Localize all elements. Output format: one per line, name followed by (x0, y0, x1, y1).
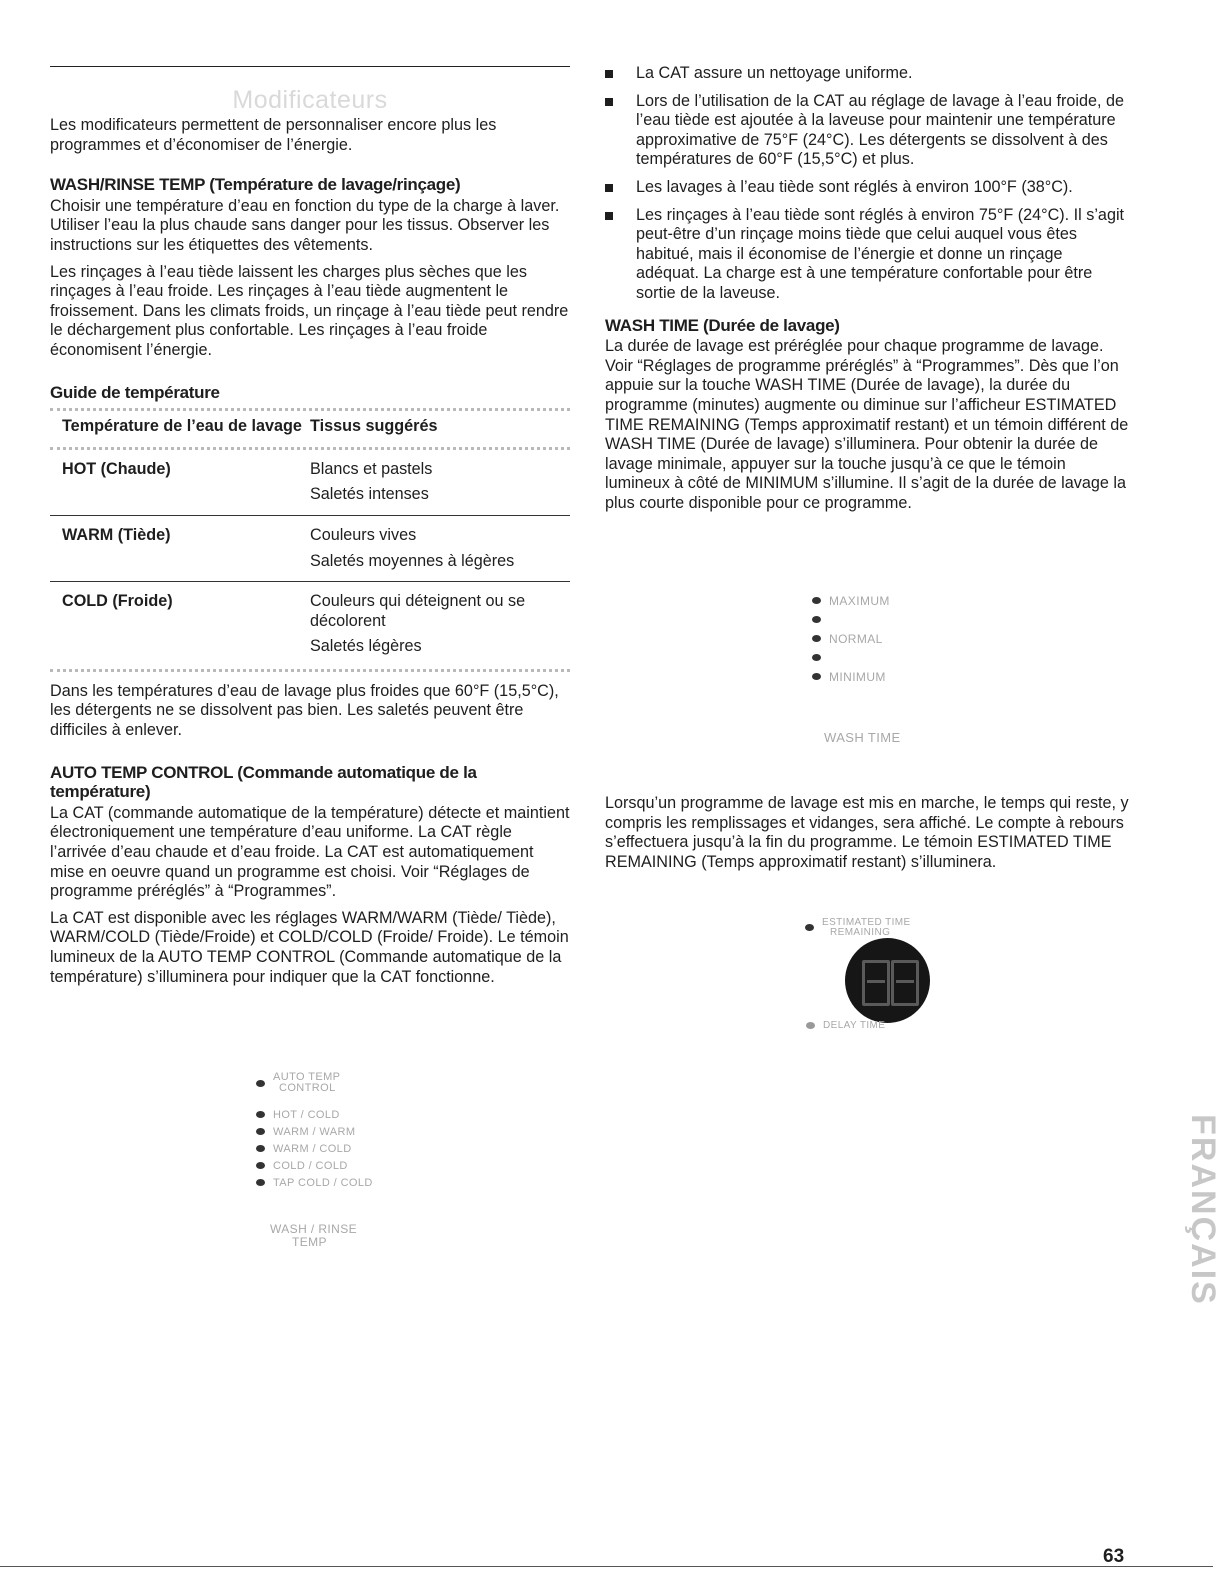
auto-temp-p1: La CAT (commande automatique de la température) détecte et maintient électroniquement une température d’eau uniforme. La CAT règle l’arrivée d’eau chaude et d’eau froide. La CAT est automatiquement mise en oeuvre quand un programme est choisi. Voir “Réglages de programme préréglés” à “Programmes”. (50, 803, 570, 901)
auto-temp-indicator (256, 1068, 416, 1098)
guide-fabric: Saletés légères (310, 637, 422, 656)
temperature-guide-table (50, 411, 570, 447)
guide-header-row (50, 411, 570, 447)
guide-fabric: Couleurs qui déteignent ou se décolorent (310, 592, 526, 630)
temperature-guide-body (50, 450, 570, 669)
time-display (845, 938, 930, 1023)
wash-time-level: NORMAL (812, 629, 952, 648)
wash-rinse-heading: WASH/RINSE TEMP (Température de lavage/rinçage) (50, 175, 461, 195)
guide-temp: COLD (Froide) (62, 592, 173, 611)
auto-temp-p2: La CAT est disponible avec les réglages WARM/WARM (Tiède/ Tiède), WARM/COLD (Tiède/Froide) et COLD/COLD (Froide/ Froide). Le témoin lumineux de la AUTO TEMP CONTROL (Commande automatique de la température) s’illuminera pour indiquer que la CAT fonctionne. (50, 908, 569, 986)
led-icon (256, 1111, 265, 1118)
button-label-2: TEMP (292, 1235, 327, 1249)
led-icon (812, 635, 821, 642)
led-icon (256, 1162, 265, 1169)
delay-time-label: DELAY TIME (823, 1020, 886, 1031)
led-icon (812, 654, 821, 661)
temp-option: WARM / COLD (256, 1140, 416, 1157)
temp-option: WARM / WARM (256, 1123, 416, 1140)
list-item: Lors de l’utilisation de la CAT au réglage de lavage à l’eau froide, de l’eau tiède est ajoutée à la laveuse pour maintenir une température approximative de 75°F (24°C). Les détergents se dissolvent à des températures de 60°F (15,5°C) et plus. (605, 92, 1130, 170)
list-item: Les lavages à l’eau tiède sont réglés à environ 100°F (38°C). (605, 178, 1130, 198)
guide-fabric: Saletés intenses (310, 485, 429, 504)
wash-time-level: MINIMUM (812, 667, 952, 686)
page-number: 63 (1103, 1546, 1125, 1567)
led-icon (256, 1128, 265, 1135)
guide-heading: Guide de température (50, 382, 220, 402)
estimated-time-label-1: ESTIMATED TIME (822, 917, 911, 928)
wash-time-level (812, 648, 952, 667)
auto-temp-heading: AUTO TEMP CONTROL (Commande automatique de la température) (50, 762, 477, 802)
guide-fabric: Saletés moyennes à légères (310, 551, 515, 570)
wash-time-panel (812, 591, 952, 745)
auto-temp-label-2: CONTROL (279, 1082, 336, 1094)
display-digit (862, 960, 890, 1006)
led-icon (812, 673, 821, 680)
bottom-rule (0, 1566, 1213, 1567)
wash-time-heading: WASH TIME (Durée de lavage) (605, 315, 840, 335)
wash-rinse-p2: Les rinçages à l’eau tiède laissent les charges plus sèches que les rinçages à l’eau froide. Les rinçages à l’eau tiède augmentent le froissement. Dans les climats froids, un rinçage à l’eau tiède peut rendre le déchargement plus confortable. Les rinçages à l’eau froide économisent l’énergie. (50, 262, 569, 359)
top-rule (50, 66, 570, 67)
remaining-time-paragraph: Lorsqu’un programme de lavage est mis en marche, le temps qui reste, y compris les remplissages et vidanges, sera affiché. Le compte à rebours s’effectuera jusqu’à la fin du programme. Le témoin ESTIMATED TIME REMAINING (Temps approximatif restant) s’illuminera. (605, 794, 1129, 871)
button-label-1: WASH / RINSE (270, 1222, 358, 1236)
temp-option: COLD / COLD (256, 1157, 416, 1174)
list-item: La CAT assure un nettoyage uniforme. (605, 64, 1130, 84)
guide-row-cold (50, 582, 570, 669)
right-column (605, 64, 1130, 520)
intro-paragraph: Les modificateurs permettent de personnaliser encore plus les programmes et d’économiser de l’énergie. (50, 116, 497, 154)
estimated-time-panel (805, 918, 945, 940)
display-digit (891, 960, 919, 1006)
wash-time-level: MAXIMUM (812, 591, 952, 610)
guide-fabric: Couleurs vives (310, 525, 417, 544)
wash-time-button[interactable]: WASH TIME (824, 730, 901, 745)
guide-temp: HOT (Chaude) (62, 459, 171, 478)
wash-time-level (812, 610, 952, 629)
led-icon (805, 924, 814, 931)
wash-time-p1: La durée de lavage est préréglée pour chaque programme de lavage. Voir “Réglages de programme préréglés” à “Programmes”. Dès que l’on appuie sur la touche WASH TIME (Durée de lavage), la durée du programme (minutes) augmente ou diminue sur l’afficheur ESTIMATED TIME REMAINING (Temps approximatif restant) et un témoin différent de WASH TIME (Durée de lavage) s’illuminera. Pour obtenir la durée de lavage minimale, appuyer sur la touche jusqu’à ce que le témoin lumineux à côté de MINIMUM s’illumine. Il s’agit de la durée de lavage la plus courte disponible pour ce programme. (605, 337, 1129, 512)
wash-rinse-temp-panel (256, 1068, 416, 1249)
wash-rinse-p1: Choisir une température d’eau en fonction du type de la charge à laver. Utiliser l’eau la plus chaude sans danger pour les tissus. Observer les instructions sur les étiquettes des vêtements. (50, 196, 560, 254)
guide-fabric: Blancs et pastels (310, 459, 433, 478)
list-item: Les rinçages à l’eau tiède sont réglés à environ 75°F (24°C). Il s’agit peut-être d’un rinçage moins tiède que celui auquel vous êtes habitué, mais il économise de l’énergie et donne un rinçage adéquat. La charge est à une température confortable pour être sortie de la laveuse. (605, 206, 1130, 304)
guide-col1-header: Température de l’eau de lavage (62, 417, 302, 436)
temp-option: HOT / COLD (256, 1106, 416, 1123)
temp-option: TAP COLD / COLD (256, 1174, 416, 1191)
left-column (50, 116, 570, 994)
guide-row-hot (50, 450, 570, 516)
estimated-time-label-2: REMAINING (830, 927, 891, 938)
led-icon (256, 1179, 265, 1186)
cat-bullet-list (605, 64, 1130, 304)
estimated-time-indicator (805, 918, 945, 940)
wash-rinse-temp-button[interactable] (270, 1223, 416, 1249)
led-icon (256, 1145, 265, 1152)
led-icon (256, 1080, 265, 1087)
language-side-tab (1183, 1080, 1222, 1340)
led-icon (806, 1022, 815, 1029)
section-title: Modificateurs (232, 86, 388, 114)
guide-bottom-border (50, 669, 570, 672)
guide-row-warm (50, 515, 570, 581)
led-icon (812, 597, 821, 604)
delay-time-indicator (806, 1017, 885, 1034)
guide-temp: WARM (Tiède) (62, 525, 171, 544)
side-tab-text: FRANÇAIS (1184, 1114, 1222, 1306)
cold-note: Dans les températures d’eau de lavage plus froides que 60°F (15,5°C), les détergents ne se dissolvent pas bien. Les saletés peuvent être difficiles à enlever. (50, 681, 559, 740)
auto-temp-label-1: AUTO TEMP (273, 1071, 341, 1083)
led-icon (812, 616, 821, 623)
guide-col2-header: Tissus suggérés (310, 417, 438, 436)
